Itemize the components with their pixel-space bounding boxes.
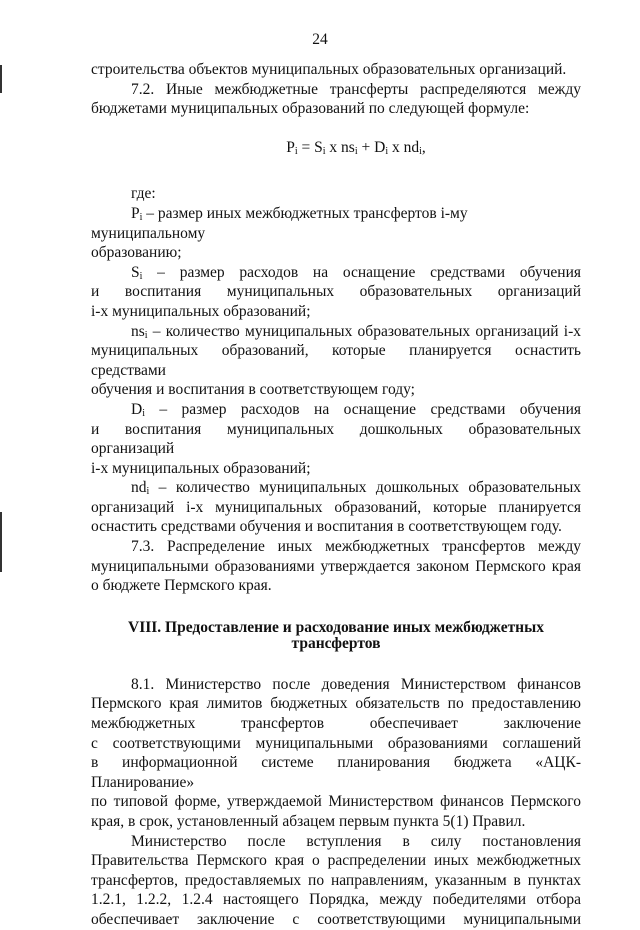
text-line: и воспитания муниципальных дошкольных образовательных организаций bbox=[91, 420, 581, 458]
definition-nd: $nd_i$ – количество муниципальных дошкольных образовательных bbox=[131, 479, 581, 498]
text-line: муниципальными образованиями утверждается законом Пермского края bbox=[91, 557, 581, 575]
definition-ns: $ns_i$ – количество муниципальных образовательных организаций i-х bbox=[131, 322, 581, 341]
scan-edge-mark bbox=[0, 65, 2, 93]
text-line: муниципальных образований, которые планируется оснастить средствами bbox=[91, 342, 581, 379]
text-line: межбюджетных трансфертов обеспечивает заключение bbox=[91, 715, 581, 733]
text-line: образованию; bbox=[91, 244, 182, 262]
scan-edge-mark bbox=[0, 512, 2, 572]
section-heading: трансфертов bbox=[291, 634, 381, 652]
text-line: в информационной системе планирования бюджета «АЦК-Планирование» bbox=[91, 754, 581, 791]
text-line: Пермского края лимитов бюджетных обязательств по предоставлению bbox=[91, 695, 581, 713]
text-line: трансфертов, предоставляемых по направлениям, указанным в пунктах bbox=[91, 871, 581, 889]
text-line: i-х муниципальных образований; bbox=[91, 459, 311, 477]
text-line: края, в срок, установленный абзацем первым пункта 5(1) Правил. bbox=[91, 813, 526, 830]
text-line: бюджетами муниципальных образований по следующей формуле: bbox=[91, 100, 530, 118]
document-body bbox=[91, 60, 581, 930]
text-line: обучения и воспитания в соответствующем году; bbox=[91, 381, 415, 399]
text-line: где: bbox=[131, 185, 156, 203]
text-line: о бюджете Пермского края. bbox=[91, 577, 272, 595]
text-line: i-х муниципальных образований; bbox=[91, 302, 311, 320]
page-number: 24 bbox=[312, 31, 328, 48]
text-line: строительства объектов муниципальных образовательных организаций. bbox=[91, 61, 567, 78]
text-line: 7.3. Распределение иных межбюджетных трансфертов между bbox=[131, 538, 581, 556]
text-line: организаций i-х муниципальных образований, которые планируется bbox=[91, 498, 581, 516]
text-line: 7.2. Иные межбюджетные трансферты распределяются между bbox=[131, 80, 581, 98]
text-line: по типовой форме, утверждаемой Министерством финансов Пермского bbox=[91, 793, 581, 811]
formula: $P_i = S_i$ x $ns_i + D_i$ x $nd_i$, bbox=[286, 138, 426, 157]
definition-p: $P_i$ – размер иных межбюджетных трансфертов i-му муниципальному bbox=[91, 204, 468, 242]
text-line: Правительства Пермского края о распределении иных межбюджетных bbox=[91, 852, 581, 870]
section-heading: VIII. Предоставление и расходование иных межбюджетных bbox=[128, 618, 544, 636]
text-line: Министерство после вступления в силу постановления bbox=[131, 832, 581, 850]
text-line: с соответствующими муниципальными образованиями соглашений bbox=[91, 734, 581, 752]
text-line: обеспечивает заключение с соответствующими муниципальными bbox=[91, 910, 581, 928]
definition-d: $D_i$ – размер расходов на оснащение средствами обучения bbox=[131, 400, 581, 419]
text-line: оснастить средствами обучения и воспитания в соответствующем году. bbox=[91, 518, 562, 536]
text-line: 8.1. Министерство после доведения Министерством финансов bbox=[131, 675, 581, 693]
definition-s: $S_i$ – размер расходов на оснащение средствами обучения bbox=[131, 263, 581, 282]
text-line: и воспитания муниципальных образовательных организаций bbox=[91, 283, 581, 301]
text-line: 1.2.1, 1.2.2, 1.2.4 настоящего Порядка, между победителями отбора bbox=[91, 891, 581, 909]
